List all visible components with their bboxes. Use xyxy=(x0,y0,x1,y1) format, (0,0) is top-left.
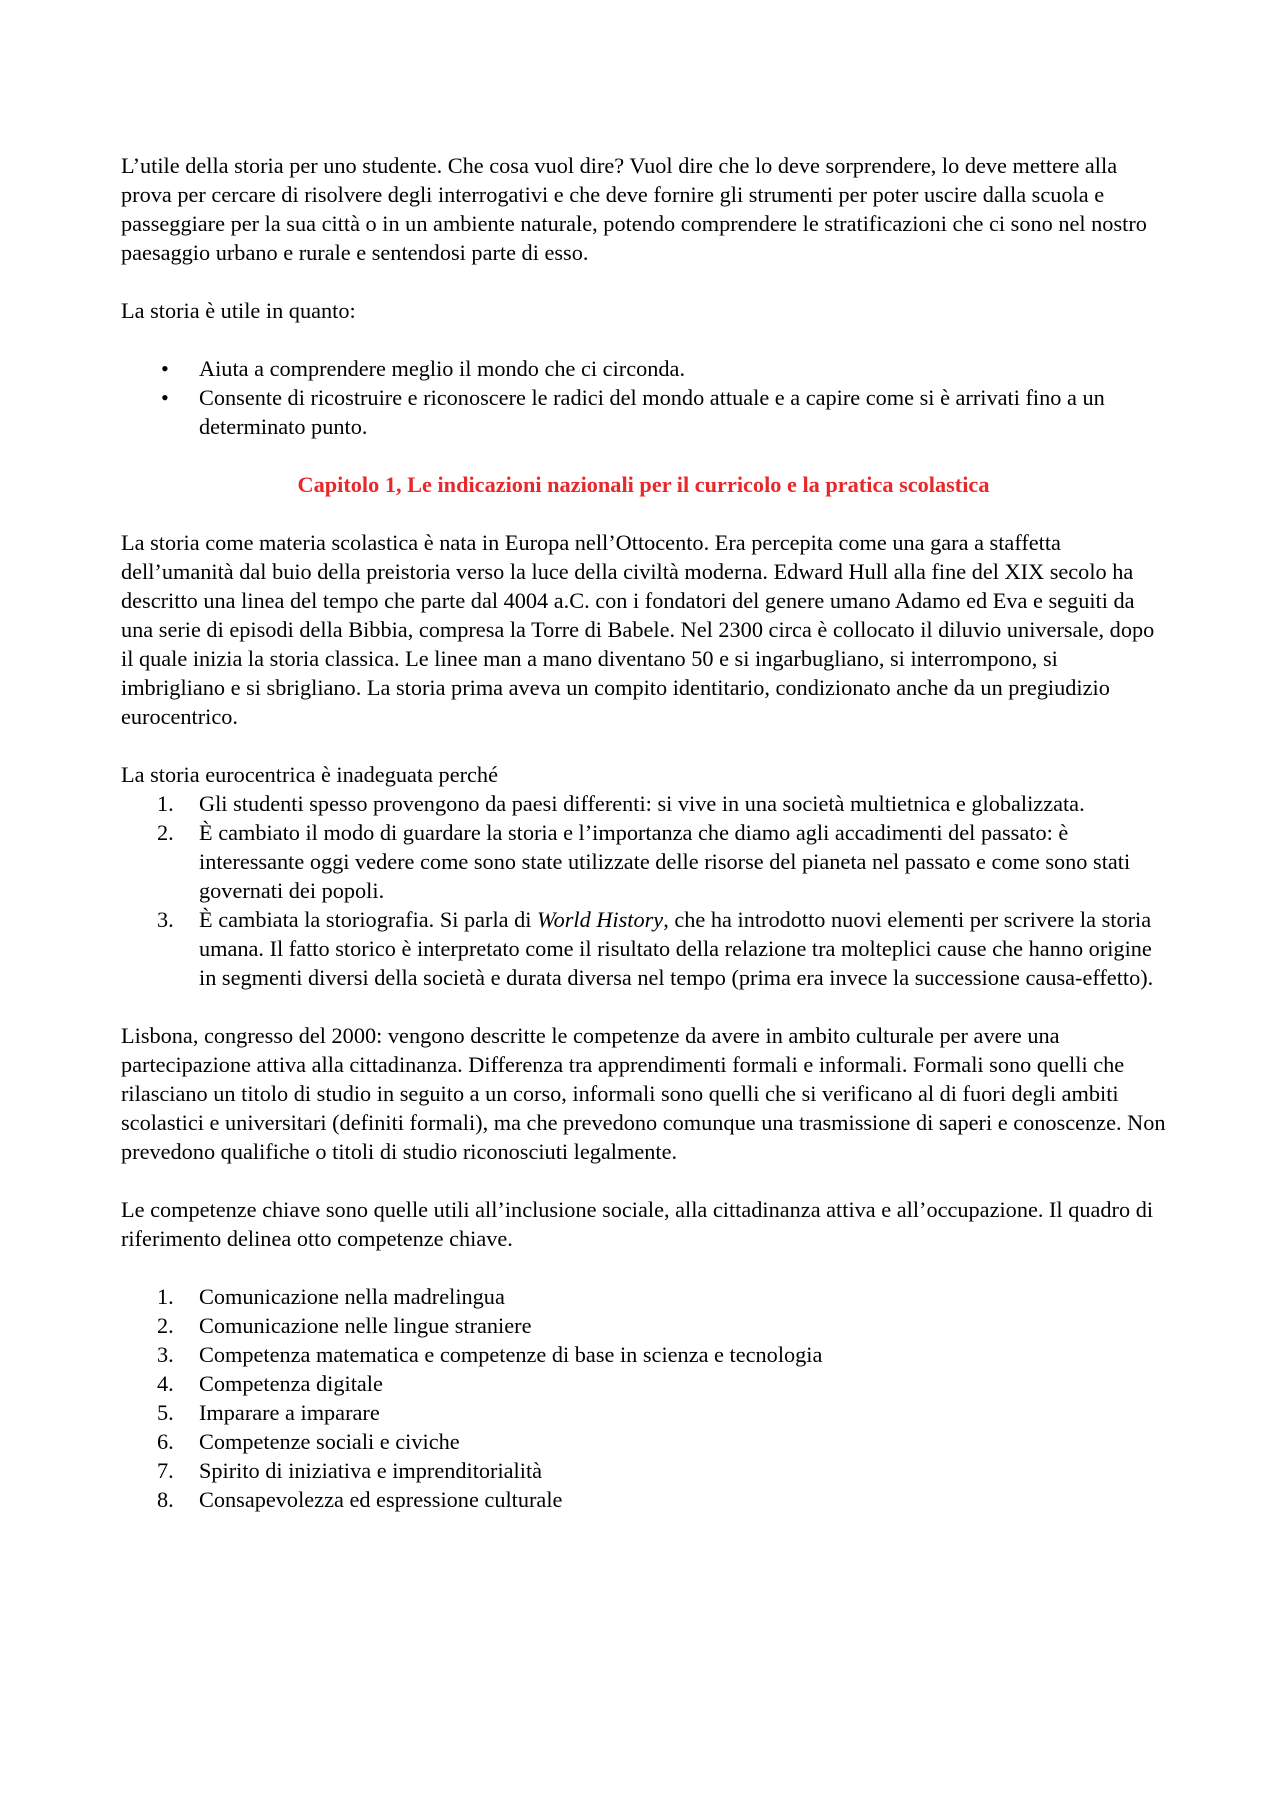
list-item-text: Consente di ricostruire e riconoscere le radici del mondo attuale e a capire come si è arrivati fino a un determinato punto. xyxy=(199,385,1105,439)
intro-paragraph: L’utile della storia per uno studente. Che cosa vuol dire? Vuol dire che lo deve sorprendere, lo deve mettere alla prova per cercare di risolvere degli interrogativi e che deve fornire gli strumenti per poter uscire dalla scuola e passeggiare per la sua città o in un ambiente naturale, potendo comprendere le stratificazioni che ci sono nel nostro paesaggio urbano e rurale e sentendosi parte di esso. xyxy=(121,153,1147,265)
list-number: 2. xyxy=(157,820,174,845)
list-number: 7. xyxy=(157,1458,174,1483)
list-number: 2. xyxy=(157,1313,174,1338)
list-item xyxy=(121,1369,1166,1398)
list-number: 4. xyxy=(157,1371,174,1396)
list-item-text: Gli studenti spesso provengono da paesi differenti: si vive in una società multietnica e globalizzata. xyxy=(199,791,1085,816)
list-item-text: Imparare a imparare xyxy=(199,1400,380,1425)
text-run: È cambiata la storiografia. Si parla di xyxy=(199,907,538,932)
list-item-text xyxy=(199,907,1153,990)
list-item-text: Aiuta a comprendere meglio il mondo che ci circonda. xyxy=(199,356,686,381)
list-number: 1. xyxy=(157,791,174,816)
list-item xyxy=(121,1485,1166,1514)
list-item xyxy=(121,383,1166,441)
list-item-text: Comunicazione nella madrelingua xyxy=(199,1284,505,1309)
list-number: 8. xyxy=(157,1487,174,1512)
text-run: , che ha introdotto nuovi elementi per scrivere la storia umana. Il fatto storico è interpretato come il risultato della relazione tra molteplici cause che hanno origine in segmenti diversi della società e durata diversa nel tempo (prima era invece la successione causa-effetto). xyxy=(199,907,1154,990)
list-number: 3. xyxy=(157,907,174,932)
key-competences-list xyxy=(121,1282,1166,1514)
document-page xyxy=(121,151,1166,1514)
list-item-text: Comunicazione nelle lingue straniere xyxy=(199,1313,532,1338)
lisbon-paragraph: Lisbona, congresso del 2000: vengono descritte le competenze da avere in ambito culturale per avere una partecipazione attiva alla cittadinanza. Differenza tra apprendimenti formali e informali. Formali sono quelli che rilasciano un titolo di studio in seguito a un corso, informali sono quelli che si verificano al di fuori degli ambiti scolastici e universitari (definiti formali), ma che prevedono comunque una trasmissione di saperi e conoscenze. Non prevedono qualifiche o titoli di studio riconosciuti legalmente. xyxy=(121,1023,1166,1164)
list-item xyxy=(121,1398,1166,1427)
history-paragraph: La storia come materia scolastica è nata in Europa nell’Ottocento. Era percepita come una gara a staffetta dell’umanità dal buio della preistoria verso la luce della civiltà moderna. Edward Hull alla fine del XIX secolo ha descritto una linea del tempo che parte dal 4004 a.C. con i fondatori del genere umano Adamo ed Eva e seguiti da una serie di episodi della Bibbia, compresa la Torre di Babele. Nel 2300 circa è collocato il diluvio universale, dopo il quale inizia la storia classica. Le linee man a mano diventano 50 e si ingarbugliano, si interrompono, si imbrigliano e si sbrigliano. La storia prima aveva un compito identitario, condizionato anche da un pregiudizio eurocentrico. xyxy=(121,530,1155,729)
list-item xyxy=(121,789,1166,818)
chapter-heading: Capitolo 1, Le indicazioni nazionali per il curricolo e la pratica scolastica xyxy=(297,472,990,497)
bullet-marker: • xyxy=(161,385,169,410)
bullet-marker: • xyxy=(161,356,169,381)
list-item xyxy=(121,1456,1166,1485)
italic-term: World History xyxy=(537,907,664,932)
eurocentric-reasons-list xyxy=(121,789,1166,992)
list-item-text: Competenze sociali e civiche xyxy=(199,1429,460,1454)
list-number: 5. xyxy=(157,1400,174,1425)
list-number: 1. xyxy=(157,1284,174,1309)
utility-lead: La storia è utile in quanto: xyxy=(121,298,356,323)
list-item xyxy=(121,1340,1166,1369)
list-item xyxy=(121,354,1166,383)
list-item xyxy=(121,1427,1166,1456)
list-item-text: Consapevolezza ed espressione culturale xyxy=(199,1487,563,1512)
list-item-text: È cambiato il modo di guardare la storia e l’importanza che diamo agli accadimenti del passato: è interessante oggi vedere come sono state utilizzate delle risorse del pianeta nel passato e come sono stati governati dei popoli. xyxy=(199,820,1131,903)
list-number: 6. xyxy=(157,1429,174,1454)
eurocentric-lead: La storia eurocentrica è inadeguata perché xyxy=(121,762,498,787)
list-item-text: Spirito di iniziativa e imprenditorialità xyxy=(199,1458,543,1483)
utility-list xyxy=(121,354,1166,441)
key-competences-paragraph: Le competenze chiave sono quelle utili all’inclusione sociale, alla cittadinanza attiva e all’occupazione. Il quadro di riferimento delinea otto competenze chiave. xyxy=(121,1197,1154,1251)
list-item-text: Competenza digitale xyxy=(199,1371,383,1396)
list-number: 3. xyxy=(157,1342,174,1367)
list-item xyxy=(121,1282,1166,1311)
list-item xyxy=(121,818,1166,905)
list-item-text: Competenza matematica e competenze di base in scienza e tecnologia xyxy=(199,1342,823,1367)
list-item xyxy=(121,905,1166,992)
list-item xyxy=(121,1311,1166,1340)
